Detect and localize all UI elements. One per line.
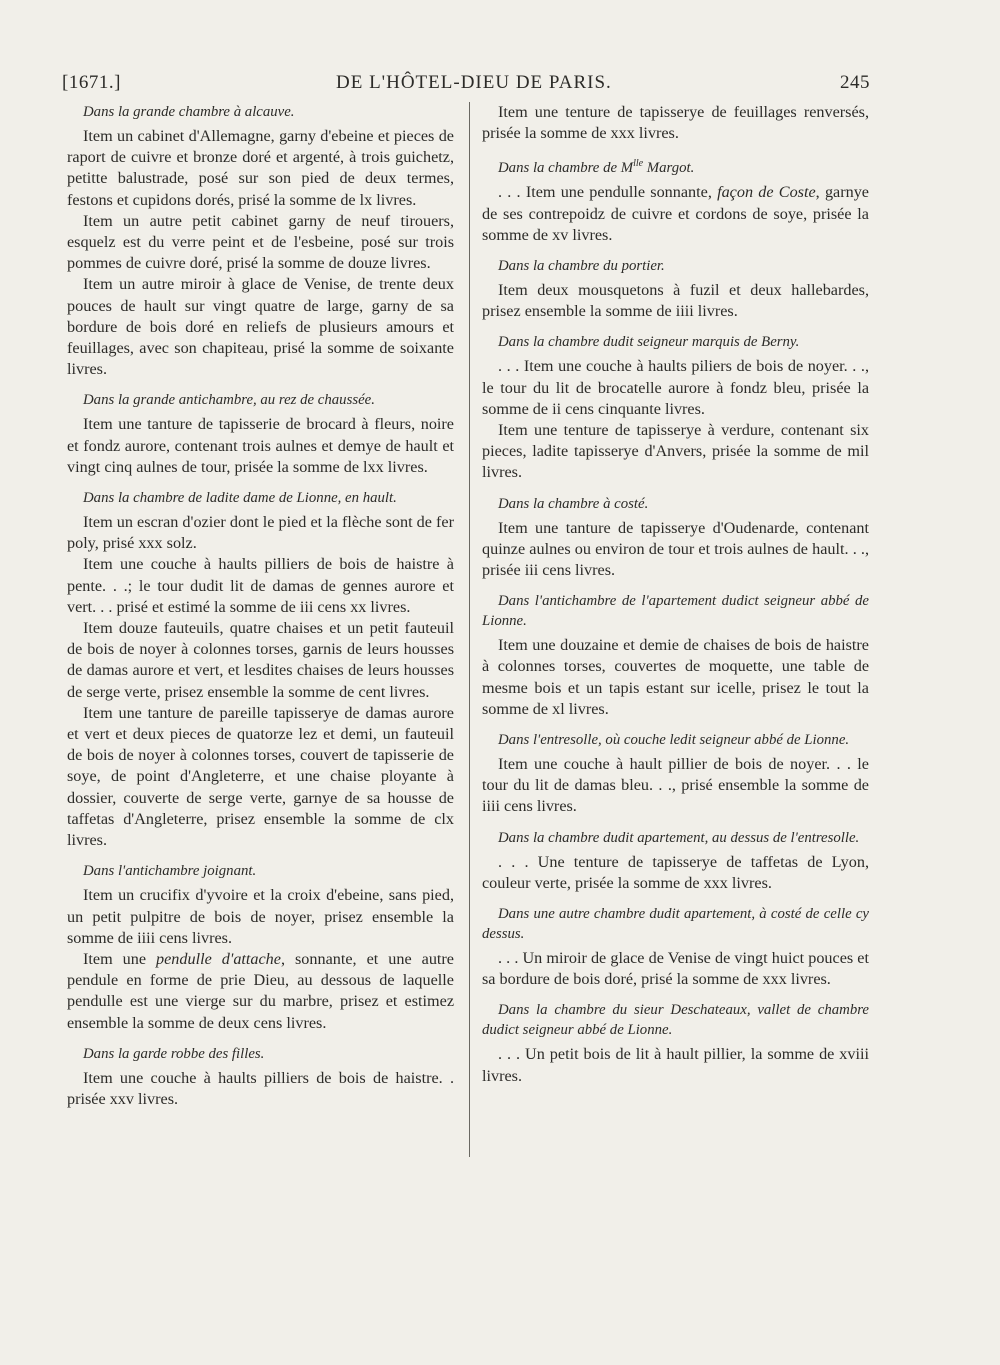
section-heading: Dans la garde robbe des filles.: [83, 1045, 265, 1062]
paragraph: Item une tenture de tapisserye de feuillages renversés, prisée la somme de xxx livres.: [482, 103, 869, 143]
paragraph: [67, 949, 454, 1034]
paragraph: Item une tanture de pareille tapisserye de damas aurore et vert et deux pieces de quatorze lez et demi, un fauteuil de bois de noyer à colonnes torses, couvert de tapisserie de soye, de point d'Angleterre, et une chaise ployante à dossier, couverte de serge verte, garnye de sa housse de taffetas d'Angleterre, prisez ensemble la somme de clx livres.: [67, 703, 454, 850]
paragraph: Item un crucifix d'yvoire et la croix d'ebeine, sans pied, un petit pulpitre de bois de noyer, prisez ensemble la somme de iiii cens livres.: [67, 886, 454, 947]
paragraph: . . . Un miroir de glace de Venise de vingt huict pouces et sa bordure de bois doré, prisé la somme de xxx livres.: [482, 949, 869, 989]
section-heading: Dans la chambre du portier.: [498, 257, 665, 274]
superscript: lle: [633, 158, 644, 170]
right-column: [482, 102, 869, 1087]
paragraph: Item une douzaine et demie de chaises de bois de haistre à colonnes torses, couvertes de moquette, une table de mesme bois et un tapis estant sur icelle, prisez le tout la somme de xl livres.: [482, 636, 869, 718]
paragraph: [482, 182, 869, 246]
paragraph: . . . Item une couche à haults piliers de bois de noyer. . ., le tour du lit de brocatelle aurore à fondz bleu, prisée la somme de ii cens cinquante livres.: [482, 357, 869, 418]
heading-text: Dans la chambre de M: [498, 160, 634, 177]
italic-term: façon de Coste: [717, 183, 816, 202]
paragraph: Item un autre petit cabinet garny de neuf tirouers, esquelz est du verre peint et de l'esbeine, posé sur trois pommes de cuivre doré, prisé la somme de douze livres.: [67, 211, 454, 273]
paragraph: Item un autre miroir à glace de Venise, de trente deux pouces de hault sur vingt quatre de large, garny de sa bordure de bois doré en reliefs de plusieurs amours et feuillages, avec son chapiteau, prisé la somme de soixante livres.: [67, 275, 454, 379]
paragraph: Item une tenture de tapisserye à verdure, contenant six pieces, ladite tapisserye d'Anvers, prisée la somme de mil livres.: [482, 420, 869, 482]
paragraph: . . . Une tenture de tapisserye de taffetas de Lyon, couleur verte, prisée la somme de xxx livres.: [482, 852, 869, 892]
paragraph-text: Item une: [83, 949, 157, 968]
header-year: [1671.]: [62, 72, 121, 93]
section-heading: Dans la grande antichambre, au rez de chaussée.: [83, 392, 375, 409]
section-heading: Dans une autre chambre dudit apartement, à costé de celle cy dessus.: [482, 906, 869, 942]
header-title: DE L'HÔTEL-DIEU DE PARIS.: [336, 72, 612, 93]
paragraph: Item une couche à haults pilliers de bois de haistre. . prisée xxv livres.: [67, 1068, 454, 1108]
left-column: [67, 102, 454, 1110]
section-heading: [482, 154, 869, 178]
section-heading: Dans l'entresolle, où couche ledit seigneur abbé de Lionne.: [498, 731, 850, 748]
paragraph: Item une couche à hault pillier de bois de noyer. . . le tour du lit de damas bleu. . ., prisé ensemble la somme de iiii cens livres.: [482, 754, 869, 816]
paragraph: Item deux mousquetons à fuzil et deux hallebardes, prisez ensemble la somme de iiii livres.: [482, 280, 869, 321]
paragraph-text: . . . Item une pendulle sonnante,: [498, 183, 718, 202]
italic-term: pendulle d'attache: [156, 949, 281, 968]
section-heading: Dans l'antichambre de l'apartement dudict seigneur abbé de Lionne.: [482, 593, 869, 630]
paragraph: Item un escran d'ozier dont le pied et la flèche sont de fer poly, prisé xxx solz.: [67, 513, 454, 553]
paragraph-text: , garnye de ses contrepoidz de cuivre et cordons de soye, prisée la somme de xv livres.: [482, 183, 869, 244]
section-heading: Dans la chambre du sieur Deschateaux, vallet de chambre dudict seigneur abbé de Lionne.: [482, 1002, 869, 1039]
heading-text: Margot.: [643, 160, 695, 177]
paragraph: Item un cabinet d'Allemagne, garny d'ebeine et pieces de raport de cuivre et bronze doré et argenté, à trois guichetz, petitte balustrade, posé sur son pied de deux termes, festons et cupidons dorés, prisé la somme de lx livres.: [67, 127, 454, 209]
column-divider: [469, 102, 470, 1157]
paragraph: . . . Un petit bois de lit à hault pillier, la somme de xviii livres.: [482, 1045, 869, 1085]
section-heading: Dans la grande chambre à alcauve.: [83, 104, 295, 120]
section-heading: Dans la chambre à costé.: [498, 495, 649, 512]
section-heading: Dans l'antichambre joignant.: [83, 863, 257, 880]
paragraph: Item une couche à haults pilliers de bois de haistre à pente. . .; le tour dudit lit de damas de gennes aurore et vert. . . prisé et estimé la somme de iii cens xx livres.: [67, 555, 454, 616]
paragraph: Item une tanture de tapisserie de brocard à fleurs, noire et fondz aurore, contenant trois aulnes et demye de hault et vingt cinq aulnes de tour, prisée la somme de lxx livres.: [67, 415, 454, 476]
section-heading: Dans la chambre dudit apartement, au dessus de l'entresolle.: [498, 829, 860, 846]
paragraph: Item une tanture de tapisserye d'Oudenarde, contenant quinze aulnes ou environ de tour et trois aulnes de hault. . ., prisée iii cens livres.: [482, 518, 869, 579]
section-heading: Dans la chambre dudit seigneur marquis de Berny.: [498, 334, 800, 351]
paragraph-text: , sonnante, et une autre pendule en forme de prie Dieu, au dessous de laquelle pendulle est une vierge sur du marbre, prisez et estimez ensemble la somme de deux cens livres.: [67, 949, 454, 1032]
running-header: [62, 72, 870, 102]
section-heading: Dans la chambre de ladite dame de Lionne, en hault.: [83, 490, 397, 507]
paragraph: Item douze fauteuils, quatre chaises et un petit fauteuil de bois de noyer à colonnes torses, garnis de leurs housses de damas aurore et vert, et lesdites chaises de leurs housses de serge verte, prisez ensemble la somme de cent livres.: [67, 619, 454, 701]
page-number: 245: [840, 72, 870, 93]
